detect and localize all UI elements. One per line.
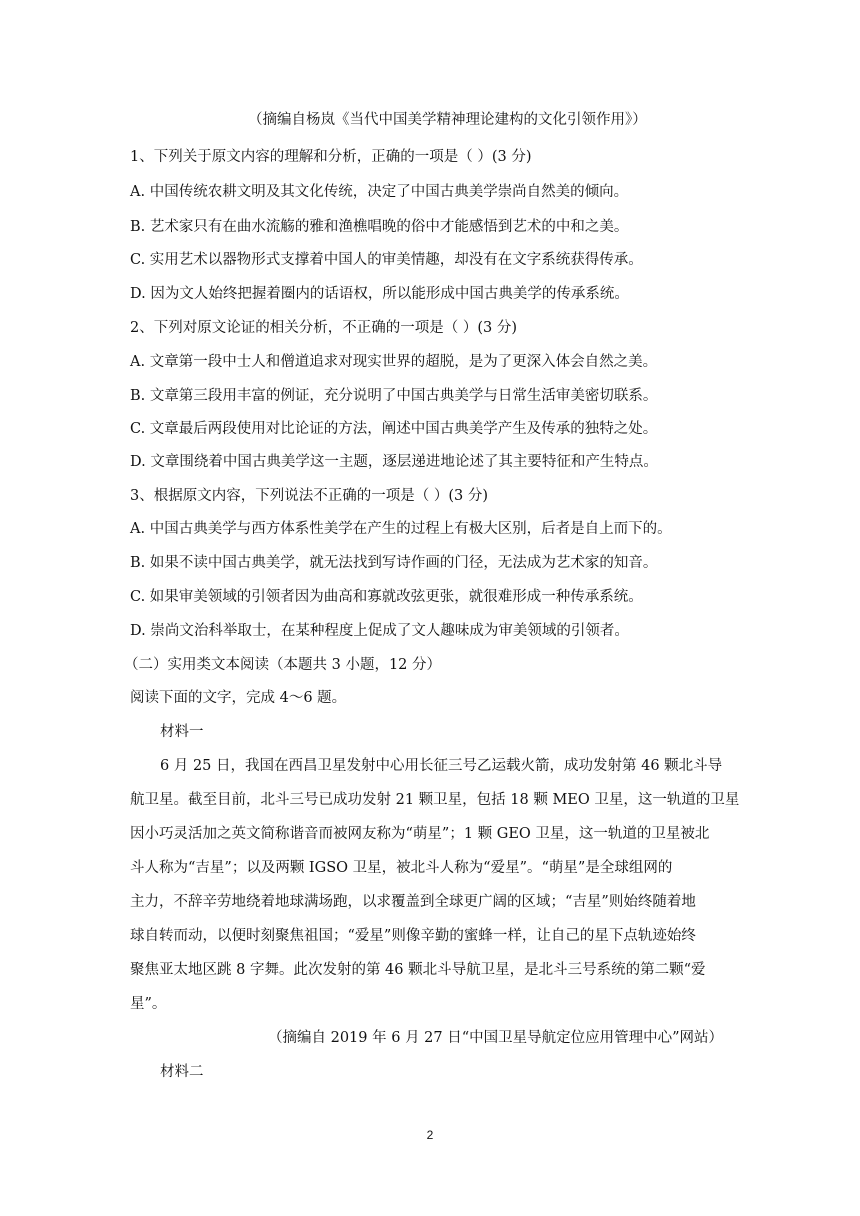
material-1-label: 材料一 (160, 724, 204, 740)
material-1-line-6: 球自转而动，以便时刻聚焦祖国；“爱星”则像辛勤的蜜蜂一样，让自己的星下点轨迹始终 (130, 928, 696, 944)
question-2-option-c: C. 文章最后两段使用对比论证的方法，阐述中国古典美学产生及传承的独特之处。 (130, 421, 658, 437)
material-1-line-4: 斗人称为“吉星”；以及两颗 IGSO 卫星，被北斗人称为“爱星”。“萌星”是全球组网的 (130, 860, 673, 876)
material-1-line-1: 6 月 25 日，我国在西昌卫星发射中心用长征三号乙运载火箭，成功发射第 46 颗北斗导 (160, 758, 723, 774)
reading-instruction: 阅读下面的文字，完成 4～6 题。 (130, 690, 347, 706)
question-3-option-d: D. 崇尚文治科举取士，在某种程度上促成了文人趣味成为审美领域的引领者。 (130, 623, 629, 639)
source-citation-1: （摘编自杨岚《当代中国美学精神理论建构的文化引领作用》） (248, 112, 647, 128)
question-2-option-b: B. 文章第三段用丰富的例证，充分说明了中国古典美学与日常生活审美密切联系。 (130, 388, 658, 404)
question-1-option-d: D. 因为文人始终把握着圈内的话语权，所以能形成中国古典美学的传承系统。 (130, 286, 629, 302)
material-1-line-5: 主力，不辞辛劳地绕着地球满场跑，以求覆盖到全球更广阔的区域；“吉星”则始终随着地 (130, 894, 696, 910)
page-number: 2 (426, 1128, 434, 1142)
material-1-line-3: 因小巧灵活加之英文简称谐音而被网友称为“萌星”；1 颗 GEO 卫星，这一轨道的卫星被北 (130, 826, 710, 842)
material-1-line-2: 航卫星。截至目前，北斗三号已成功发射 21 颗卫星，包括 18 颗 MEO 卫星，这一轨道的卫星 (130, 792, 740, 808)
question-2-stem: 2、下列对原文论证的相关分析，不正确的一项是（ ）(3 分) (130, 320, 517, 336)
section-title: （二）实用类文本阅读（本题共 3 小题，12 分） (124, 657, 442, 673)
material-1-line-8: 星”。 (130, 996, 167, 1012)
source-citation-2: （摘编自 2019 年 6 月 27 日“中国卫星导航定位应用管理中心”网站） (268, 1030, 724, 1046)
question-1-option-c: C. 实用艺术以器物形式支撑着中国人的审美情趣，却没有在文字系统获得传承。 (130, 252, 643, 268)
question-1-stem: 1、下列关于原文内容的理解和分析，正确的一项是（ ）(3 分) (130, 149, 532, 165)
material-2-label: 材料二 (160, 1064, 204, 1080)
question-3-option-b: B. 如果不读中国古典美学，就无法找到写诗作画的门径，无法成为艺术家的知音。 (130, 555, 658, 571)
question-1-option-a: A. 中国传统农耕文明及其文化传统，决定了中国古典美学崇尚自然美的倾向。 (130, 184, 629, 200)
question-3-option-c: C. 如果审美领域的引领者因为曲高和寡就改弦更张，就很难形成一种传承系统。 (130, 589, 643, 605)
question-3-stem: 3、根据原文内容，下列说法不正确的一项是（ ）(3 分) (130, 488, 488, 504)
question-3-option-a: A. 中国古典美学与西方体系性美学在产生的过程上有极大区别，后者是自上而下的。 (130, 521, 672, 537)
question-2-option-d: D. 文章围绕着中国古典美学这一主题，逐层递进地论述了其主要特征和产生特点。 (130, 454, 658, 470)
question-2-option-a: A. 文章第一段中士人和僧道追求对现实世界的超脱，是为了更深入体会自然之美。 (130, 354, 658, 370)
material-1-line-7: 聚焦亚太地区跳 8 字舞。此次发射的第 46 颗北斗导航卫星，是北斗三号系统的第二颗“爱 (130, 962, 706, 978)
question-1-option-b: B. 艺术家只有在曲水流觞的雅和渔樵唱晚的俗中才能感悟到艺术的中和之美。 (130, 219, 629, 235)
